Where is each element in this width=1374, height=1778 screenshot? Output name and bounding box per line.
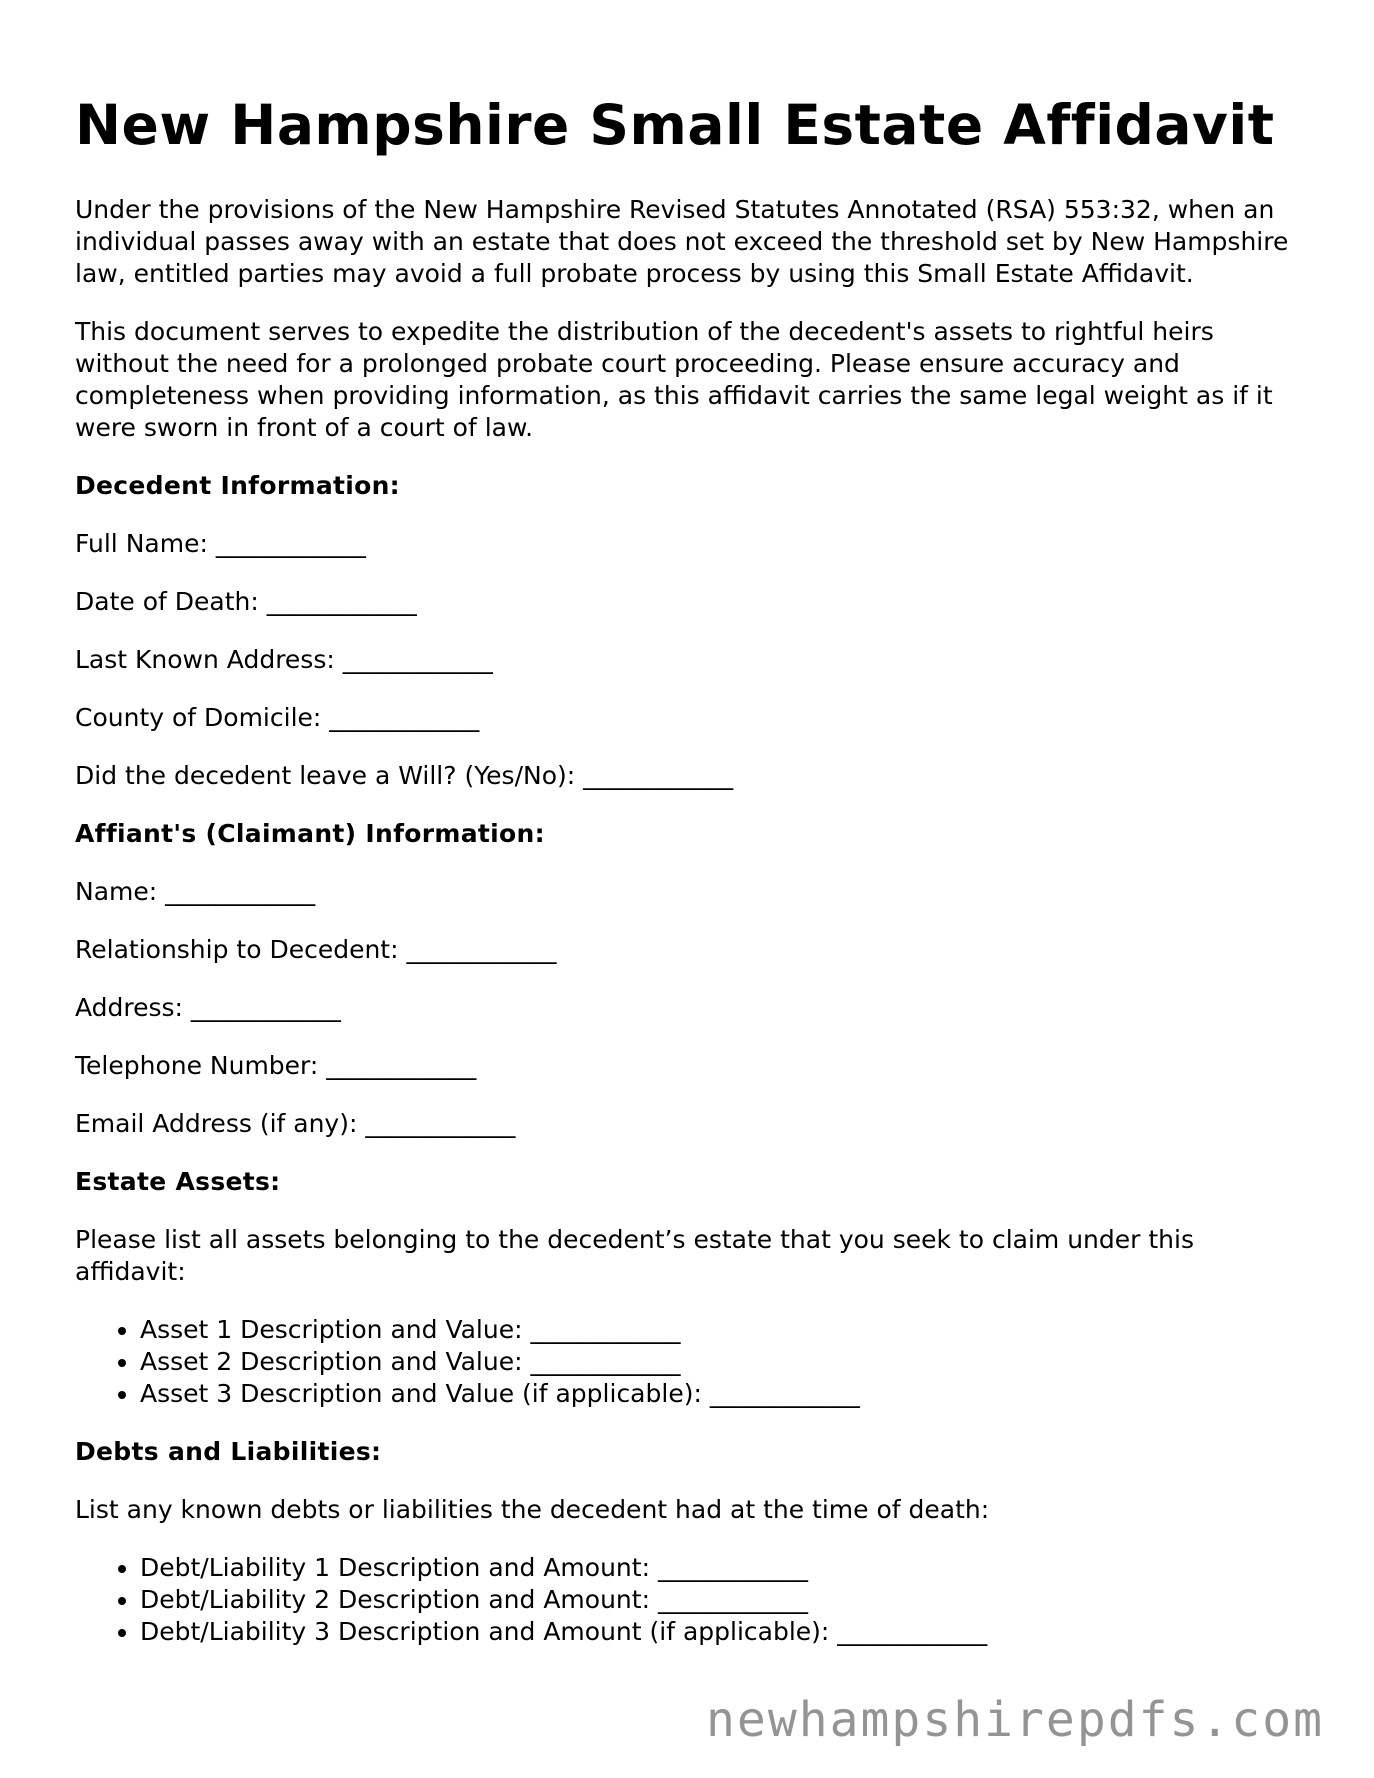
debts-section-heading: Debts and Liabilities: [75, 1437, 382, 1466]
affiant-section-heading: Affiant's (Claimant) Information: [75, 819, 545, 848]
affiant-name-field: Name: ____________ [75, 877, 316, 906]
affiant-relationship-field: Relationship to Decedent: ____________ [75, 935, 557, 964]
decedent-last-address-field: Last Known Address: ____________ [75, 645, 493, 674]
document-page [75, 90, 1305, 1674]
debts-instructions: List any known debts or liabilities the decedent had at the time of death: [75, 1495, 990, 1524]
asset-item-1: • Asset 1 Description and Value: ____________ [140, 1314, 1305, 1346]
debt-item-3: • Debt/Liability 3 Description and Amount (if applicable): ____________ [140, 1616, 1305, 1648]
debt-item-2: • Debt/Liability 2 Description and Amount: ____________ [140, 1584, 1305, 1616]
assets-instructions: Please list all assets belonging to the decedent’s estate that you seek to claim under this affidavit: [75, 1225, 1194, 1286]
affiant-address-field: Address: ____________ [75, 993, 341, 1022]
intro-paragraph-1: Under the provisions of the New Hampshire Revised Statutes Annotated (RSA) 553:32, when an individual passes away with an estate that does not exceed the threshold set by New Hampshire law, entitled parties may avoid a full probate process by using this Small Estate Affidavit. [75, 195, 1289, 288]
intro-paragraph-2: This document serves to expedite the distribution of the decedent's assets to rightful heirs without the need for a prolonged probate court proceeding. Please ensure accuracy and completeness when providing information, as this affidavit carries the same legal weight as if it were sworn in front of a court of law. [75, 317, 1273, 442]
affiant-email-field: Email Address (if any): ____________ [75, 1109, 516, 1138]
assets-list [75, 1314, 1305, 1410]
affiant-telephone-field: Telephone Number: ____________ [75, 1051, 477, 1080]
assets-section-heading: Estate Assets: [75, 1167, 281, 1196]
decedent-county-field: County of Domicile: ____________ [75, 703, 480, 732]
site-watermark: newhampshirepdfs.com [706, 1692, 1324, 1748]
decedent-full-name-field: Full Name: ____________ [75, 529, 366, 558]
decedent-will-field: Did the decedent leave a Will? (Yes/No): ____________ [75, 761, 734, 790]
decedent-section-heading: Decedent Information: [75, 471, 400, 500]
asset-item-3: • Asset 3 Description and Value (if applicable): ____________ [140, 1378, 1305, 1410]
decedent-date-of-death-field: Date of Death: ____________ [75, 587, 417, 616]
document-title: New Hampshire Small Estate Affidavit [75, 93, 1275, 157]
asset-item-2: • Asset 2 Description and Value: ____________ [140, 1346, 1305, 1378]
debt-item-1: • Debt/Liability 1 Description and Amount: ____________ [140, 1552, 1305, 1584]
debts-list [75, 1552, 1305, 1648]
